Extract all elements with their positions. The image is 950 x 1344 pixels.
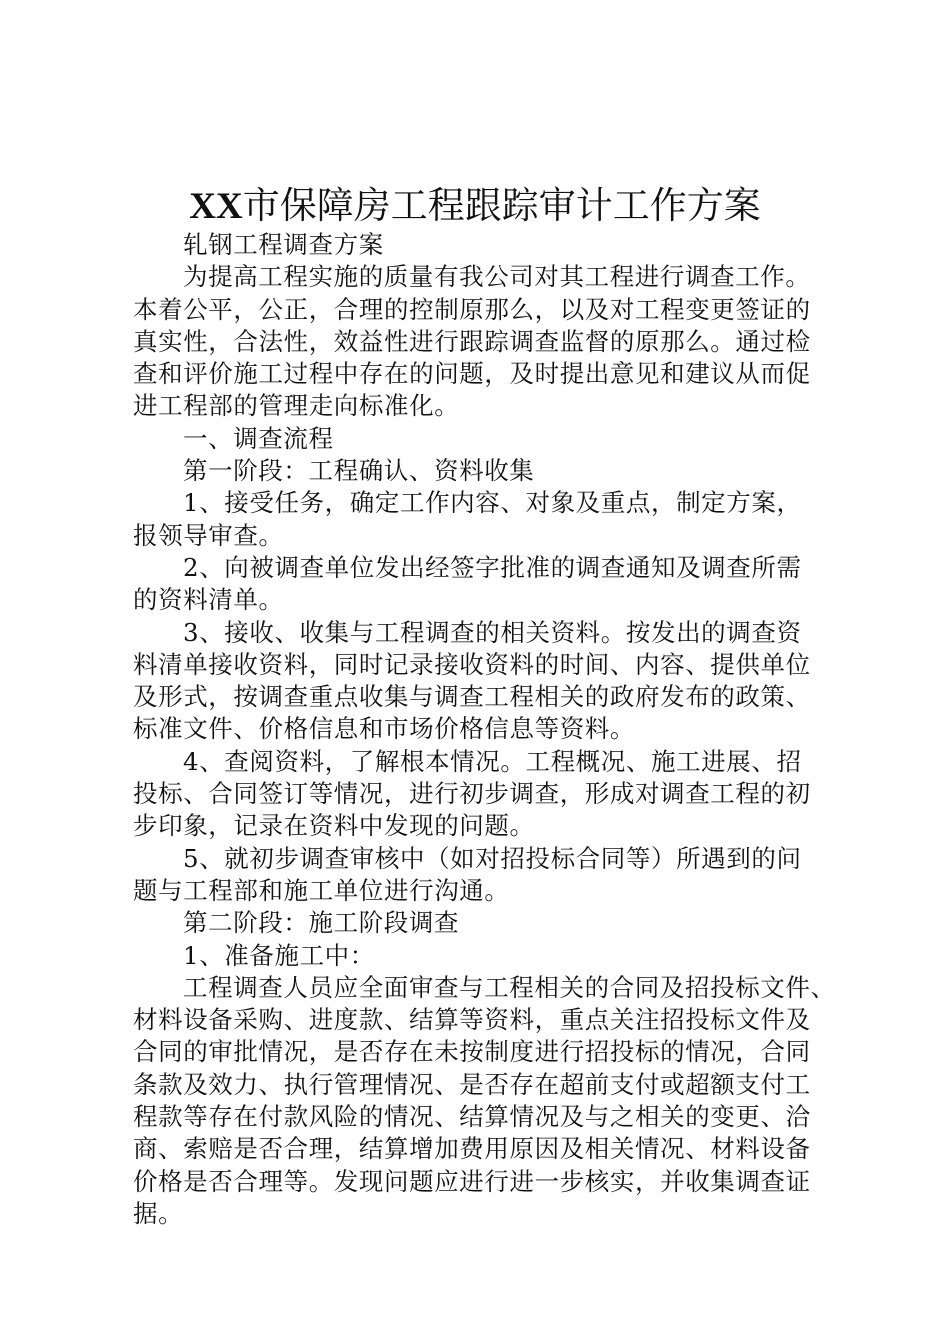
text-line: 1、准备施工中： (183, 940, 375, 970)
text-line: 5、就初步调查审核中（如对招投标合同等）所遇到的问 (183, 843, 802, 873)
text-line: 料清单接收资料，同时记录接收资料的时间、内容、提供单位 (133, 649, 811, 679)
text-line: 2、向被调查单位发出经签字批准的调查通知及调查所需 (183, 552, 802, 582)
text-line: 4、查阅资料，了解根本情况。工程概况、施工进展、招 (183, 746, 802, 776)
text-line: 工程调查人员应全面审查与工程相关的合同及招投标文件、 (183, 972, 836, 1002)
text-line: 一、调查流程 (183, 423, 334, 453)
text-line: 题与工程部和施工单位进行沟通。 (133, 875, 510, 905)
text-line: 第二阶段：施工阶段调查 (183, 908, 460, 938)
document-body (133, 229, 845, 1230)
text-line: 本着公平，公正，合理的控制原那么，以及对工程变更签证的 (133, 294, 811, 324)
text-line: 为提高工程实施的质量有我公司对其工程进行调查工作。 (183, 262, 811, 292)
text-line: 及形式，按调查重点收集与调查工程相关的政府发布的政策、 (133, 682, 811, 712)
text-line: 材料设备采购、进度款、结算等资料，重点关注招投标文件及 (133, 1005, 811, 1035)
text-line: 进工程部的管理走向标准化。 (133, 391, 460, 421)
text-line: 据。 (133, 1198, 184, 1228)
title-text: 市保障房工程跟踪审计工作方案 (242, 184, 761, 227)
text-line: 第一阶段：工程确认、资料收集 (183, 456, 535, 486)
title-prefix: XX (189, 186, 243, 227)
text-line: 步印象，记录在资料中发现的问题。 (133, 811, 535, 841)
text-line: 真实性，合法性，效益性进行跟踪调查监督的原那么。通过检 (133, 326, 811, 356)
text-line: 1、接受任务，确定工作内容、对象及重点，制定方案， (183, 488, 802, 518)
text-line: 3、接收、收集与工程调查的相关资料。按发出的调查资 (183, 617, 802, 647)
text-line: 报领导审查。 (133, 520, 284, 550)
text-line: 的资料清单。 (133, 585, 284, 615)
document-title (0, 180, 950, 233)
text-line: 合同的审批情况，是否存在未按制度进行招投标的情况，合同 (133, 1037, 811, 1067)
text-line: 商、索赔是否合理，结算增加费用原因及相关情况、材料设备 (133, 1134, 811, 1164)
text-line: 价格是否合理等。发现问题应进行进一步核实，并收集调查证 (133, 1166, 811, 1196)
text-line: 条款及效力、执行管理情况、是否存在超前支付或超额支付工 (133, 1069, 811, 1099)
text-line: 查和评价施工过程中存在的问题，及时提出意见和建议从而促 (133, 359, 811, 389)
text-line: 投标、合同签订等情况，进行初步调查，形成对调查工程的初 (133, 779, 811, 809)
text-line: 标准文件、价格信息和市场价格信息等资料。 (133, 714, 635, 744)
text-line: 轧钢工程调查方案 (183, 230, 384, 259)
text-line: 程款等存在付款风险的情况、结算情况及与之相关的变更、洽 (133, 1102, 811, 1132)
